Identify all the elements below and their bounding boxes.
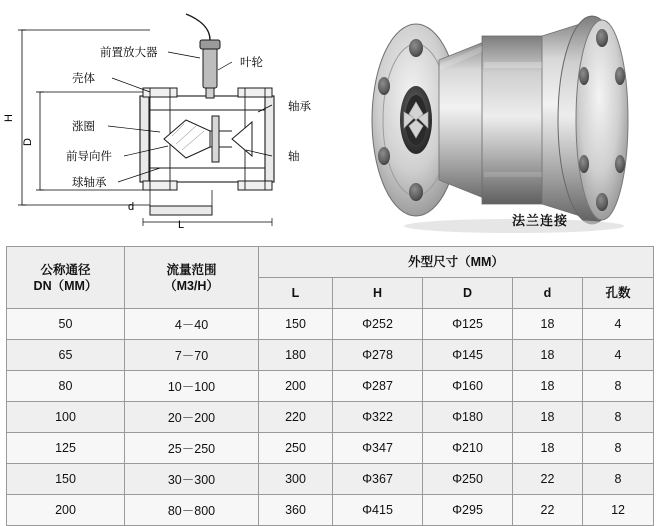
cell-holes: 4 (583, 340, 654, 371)
cell-flow: 30－300 (125, 464, 259, 495)
header-flow-range (125, 247, 259, 309)
cell-dn: 80 (7, 371, 125, 402)
cell-holes: 12 (583, 495, 654, 526)
turbine-flowmeter-line-drawing (0, 0, 340, 238)
table-row (7, 433, 654, 464)
cell-flow: 80－800 (125, 495, 259, 526)
cell-d: Φ295 (423, 495, 513, 526)
cell-d: Φ210 (423, 433, 513, 464)
cell-l: 360 (259, 495, 333, 526)
cell-holes: 8 (583, 371, 654, 402)
cell-dd: 18 (513, 309, 583, 340)
table-row (7, 371, 654, 402)
label-dim-d: d (128, 201, 135, 213)
cell-dn: 150 (7, 464, 125, 495)
header-nominal-diameter-line1: 公称通径 (40, 262, 91, 277)
cell-d: Φ250 (423, 464, 513, 495)
cell-holes: 8 (583, 433, 654, 464)
flange-connection-photo (344, 2, 656, 238)
header-nominal-diameter (7, 247, 125, 309)
header-l: L (259, 278, 333, 309)
header-flow-range-line2: （M3/H） (164, 278, 219, 293)
cell-l: 250 (259, 433, 333, 464)
cell-dd: 18 (513, 402, 583, 433)
cell-l: 200 (259, 371, 333, 402)
cell-holes: 4 (583, 309, 654, 340)
header-outer-dimensions: 外型尺寸（MM） (259, 247, 654, 278)
cell-dn: 200 (7, 495, 125, 526)
header-nominal-diameter-line2: DN（MM） (33, 278, 98, 293)
header-holes: 孔数 (583, 278, 654, 309)
cell-dn: 65 (7, 340, 125, 371)
cell-dd: 18 (513, 371, 583, 402)
cell-dn: 125 (7, 433, 125, 464)
label-dim-D: D (22, 138, 34, 146)
label-dim-H: H (3, 114, 15, 122)
cell-h: Φ347 (333, 433, 423, 464)
label-front-guide: 前导向件 (66, 151, 112, 163)
cell-d: Φ145 (423, 340, 513, 371)
cell-h: Φ252 (333, 309, 423, 340)
spec-table (6, 246, 654, 526)
cell-l: 150 (259, 309, 333, 340)
photo-caption: 法兰连接 (511, 213, 568, 228)
cell-dd: 18 (513, 340, 583, 371)
cell-h: Φ278 (333, 340, 423, 371)
header-h: H (333, 278, 423, 309)
table-row (7, 464, 654, 495)
cell-l: 180 (259, 340, 333, 371)
label-shell: 壳体 (72, 73, 95, 85)
label-shaft: 轴 (288, 151, 300, 163)
cell-dd: 22 (513, 464, 583, 495)
cell-l: 300 (259, 464, 333, 495)
cell-dn: 100 (7, 402, 125, 433)
cell-h: Φ367 (333, 464, 423, 495)
table-header-row-1 (7, 247, 654, 278)
label-ball-bearing: 球轴承 (72, 177, 107, 189)
cell-d: Φ180 (423, 402, 513, 433)
cell-flow: 7－70 (125, 340, 259, 371)
cell-flow: 20－200 (125, 402, 259, 433)
table-row (7, 340, 654, 371)
label-ring: 涨圈 (72, 121, 95, 133)
cell-d: Φ125 (423, 309, 513, 340)
cell-h: Φ322 (333, 402, 423, 433)
cell-holes: 8 (583, 464, 654, 495)
label-preamp: 前置放大器 (100, 47, 158, 59)
label-impeller: 叶轮 (240, 57, 263, 69)
table-row (7, 402, 654, 433)
table-row (7, 495, 654, 526)
table-row (7, 309, 654, 340)
cell-flow: 25－250 (125, 433, 259, 464)
header-flow-range-line1: 流量范围 (166, 262, 217, 277)
label-bearing: 轴承 (288, 101, 311, 113)
cell-dd: 22 (513, 495, 583, 526)
top-illustrations (0, 0, 659, 240)
cell-d: Φ160 (423, 371, 513, 402)
cell-h: Φ287 (333, 371, 423, 402)
cell-holes: 8 (583, 402, 654, 433)
spec-table-wrap (6, 246, 653, 526)
cell-flow: 4－40 (125, 309, 259, 340)
header-d: D (423, 278, 513, 309)
cell-flow: 10－100 (125, 371, 259, 402)
header-d-small: d (513, 278, 583, 309)
label-dim-L: L (178, 219, 185, 231)
cell-dn: 50 (7, 309, 125, 340)
cell-dd: 18 (513, 433, 583, 464)
cell-l: 220 (259, 402, 333, 433)
cell-h: Φ415 (333, 495, 423, 526)
